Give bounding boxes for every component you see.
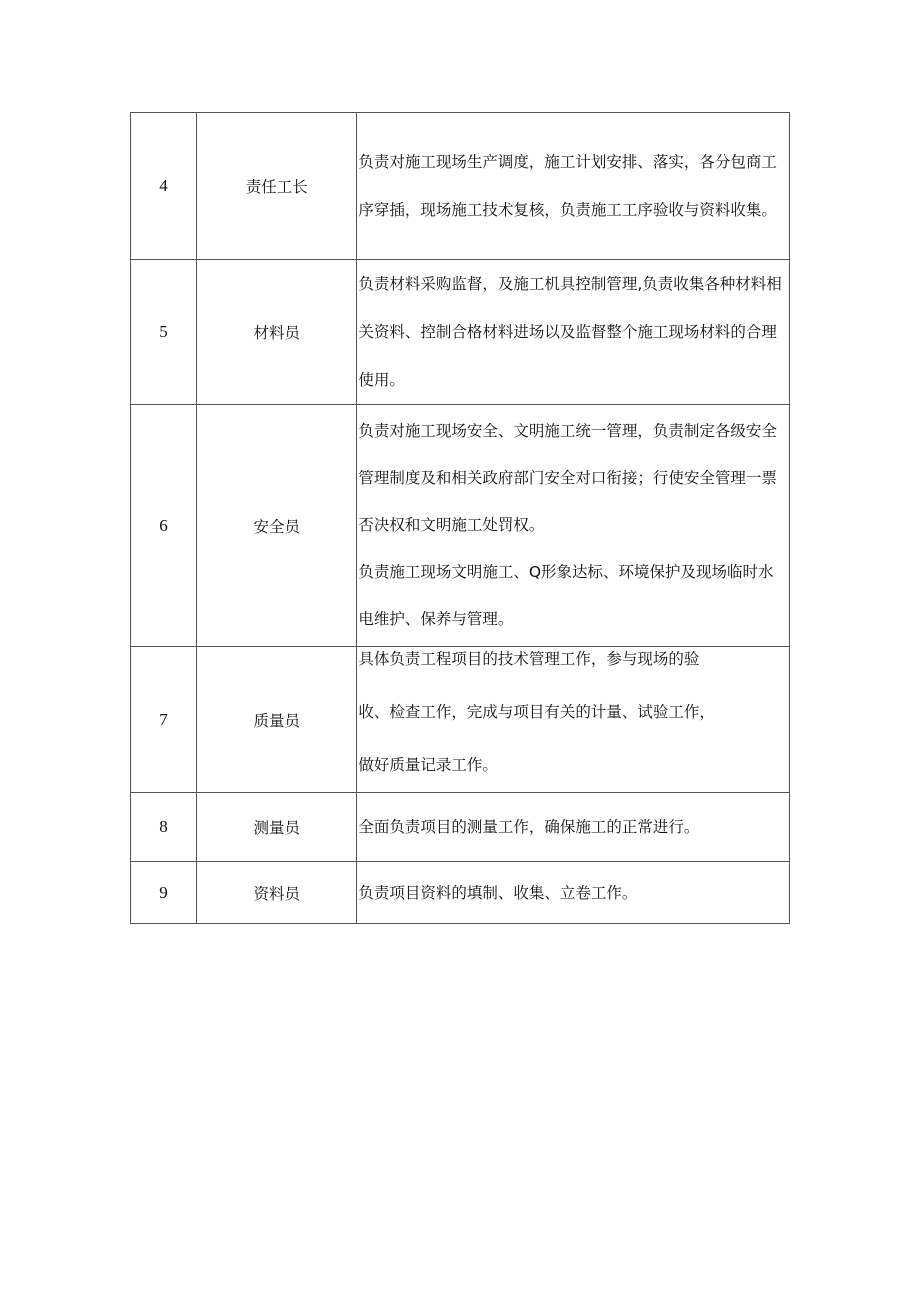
role-name: 质量员	[197, 647, 357, 793]
duty-paragraph: 负责施工现场文明施工、Q形象达标、环境保护及现场临时水电维护、保养与管理。	[358, 563, 774, 628]
row-number: 9	[131, 862, 197, 924]
row-number: 6	[131, 405, 197, 647]
row-number: 8	[131, 793, 197, 862]
role-name: 材料员	[197, 260, 357, 405]
row-number: 5	[131, 260, 197, 405]
duty-paragraph: 负责对施工现场生产调度，施工计划安排、落实，各分包商工序穿插，现场施工技术复核，负责施工工序验收与资料收集。	[358, 153, 777, 219]
duty-paragraph: 负责材料采购监督，及施工机具控制管理,负责收集各种材料相关资料、控制合格材料进场以及监督整个施工现场材料的合理使用。	[358, 275, 782, 389]
duty-paragraph: 全面负责项目的测量工作，确保施工的正常进行。	[358, 818, 700, 836]
table-row	[131, 113, 790, 260]
duty-description	[357, 260, 790, 405]
role-name: 测量员	[197, 793, 357, 862]
duty-description	[357, 647, 790, 793]
table-row	[131, 405, 790, 647]
duty-paragraph: 负责项目资料的填制、收集、立卷工作。	[358, 883, 638, 902]
duty-line: 做好质量记录工作。	[358, 756, 498, 774]
row-number: 4	[131, 113, 197, 260]
duty-line: 收、检查工作，完成与项目有关的计量、试验工作，	[358, 703, 715, 721]
duty-line: 具体负责工程项目的技术管理工作，参与现场的验	[358, 650, 700, 668]
duty-table	[130, 112, 790, 924]
role-name: 资料员	[197, 862, 357, 924]
row-number: 7	[131, 647, 197, 793]
table-row	[131, 260, 790, 405]
duty-description	[357, 793, 790, 862]
table-row	[131, 862, 790, 924]
duty-description	[357, 862, 790, 924]
duty-description	[357, 405, 790, 647]
duty-paragraph	[358, 647, 785, 778]
duty-description	[357, 113, 790, 260]
duty-paragraph: 负责对施工现场安全、文明施工统一管理，负责制定各级安全管理制度及和相关政府部门安全对口衔接；行使安全管理一票否决权和文明施工处罚权。	[358, 422, 777, 534]
role-name: 责任工长	[197, 113, 357, 260]
role-name: 安全员	[197, 405, 357, 647]
table-row	[131, 793, 790, 862]
table-row	[131, 647, 790, 793]
